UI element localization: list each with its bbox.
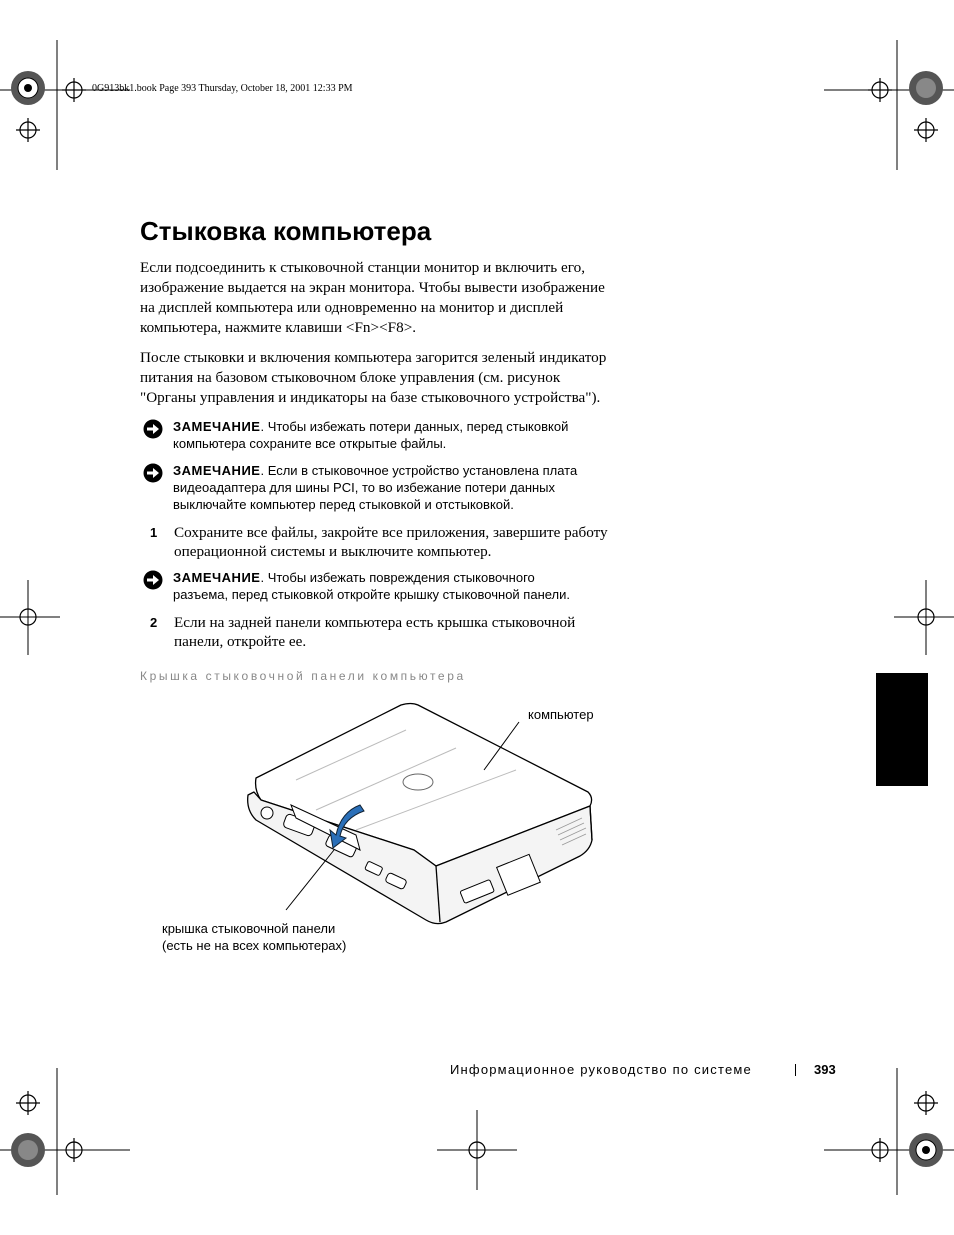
step-number: 2: [150, 615, 158, 630]
notice-label: ЗАМЕЧАНИЕ: [173, 463, 261, 478]
notice-block: [143, 569, 623, 603]
text-line: (есть не на всех компьютерах): [162, 938, 347, 953]
page-number: 393: [814, 1062, 836, 1077]
text-line: компьютера, нажмите клавиши <Fn><F8>.: [140, 319, 417, 336]
step-item: [150, 613, 630, 651]
notice-label: ЗАМЕЧАНИЕ: [173, 570, 261, 585]
text-line: изображение выдается на экран монитора. Чтобы вывести изображение: [140, 279, 605, 296]
step-item: [150, 523, 630, 561]
notice-block: [143, 418, 623, 452]
text-line: на дисплей компьютера или одновременно на монитор и дисплей: [140, 299, 564, 316]
book-header-line: 0G913bk1.book Page 393 Thursday, October 18, 2001 12:33 PM: [92, 83, 353, 94]
notice-arrow-icon: [143, 570, 163, 590]
text-line: операционной системы и выключите компьютер.: [174, 543, 492, 560]
section-tab: [876, 673, 928, 786]
text-line: панели, откройте ее.: [174, 633, 307, 650]
laptop-illustration: [236, 700, 606, 925]
step-number: 1: [150, 525, 158, 540]
page-title: Стыковка компьютера: [140, 216, 432, 246]
text-line: "Органы управления и индикаторы на базе стыковочного устройства").: [140, 389, 601, 406]
notice-arrow-icon: [143, 419, 163, 439]
text-line: питания на базовом стыковочном блоке управления (см. рисунок: [140, 369, 561, 386]
notice-block: [143, 462, 623, 513]
text-line: Если на задней панели компьютера есть крышка стыковочной: [174, 614, 576, 631]
label-dock-cover: [162, 920, 346, 954]
text-line: . Чтобы избежать потери данных, перед стыковкой: [260, 419, 569, 434]
text-line: разъема, перед стыковкой откройте крышку стыковочной панели.: [173, 587, 571, 602]
notice-label: ЗАМЕЧАНИЕ: [173, 419, 261, 434]
text-line: После стыковки и включения компьютера загорится зеленый индикатор: [140, 349, 607, 366]
text-line: Если подсоединить к стыковочной станции монитор и включить его,: [140, 259, 585, 276]
paragraph-1: [140, 258, 630, 338]
text-line: крышка стыковочной панели: [162, 921, 336, 936]
notice-arrow-icon: [143, 463, 163, 483]
paragraph-2: [140, 348, 630, 408]
text-line: выключайте компьютер перед стыковкой и отстыковкой.: [173, 497, 514, 512]
figure-caption: Крышка стыковочной панели компьютера: [140, 669, 466, 683]
text-line: видеоадаптера для шины PCI, то во избежание потери данных: [173, 480, 556, 495]
text-line: компьютера сохраните все открытые файлы.: [173, 436, 447, 451]
label-computer: компьютер: [528, 707, 594, 722]
footer-divider: [795, 1064, 796, 1076]
dell-logo-icon: [403, 774, 433, 790]
footer-title: Информационное руководство по системе: [450, 1062, 752, 1077]
text-line: . Если в стыковочное устройство установлена плата: [260, 463, 578, 478]
text-line: . Чтобы избежать повреждения стыковочного: [260, 570, 535, 585]
text-line: Сохраните все файлы, закройте все приложения, завершите работу: [174, 524, 608, 541]
